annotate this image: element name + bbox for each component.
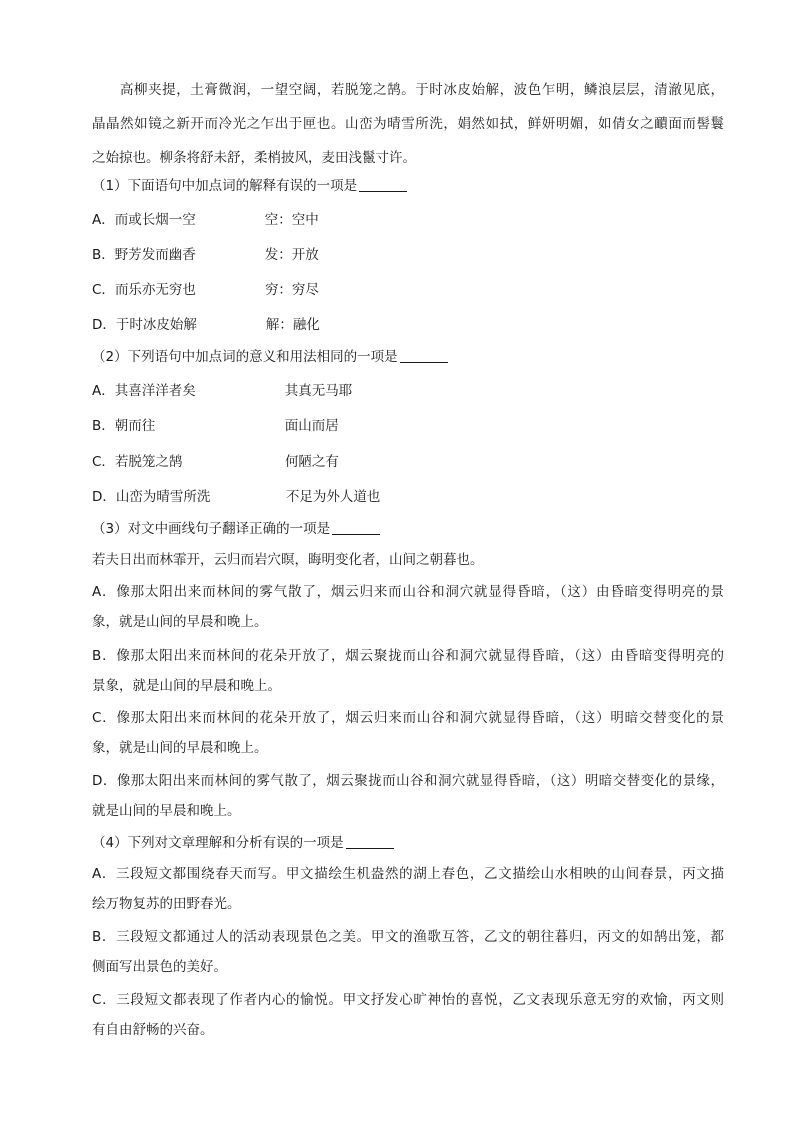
q1-option-b [92,245,724,265]
option-gloss: 解：融化 [265,317,320,333]
option-letter: A． [92,212,115,228]
q2-option-a [92,381,724,401]
option-left: 其喜洋洋者矣 [114,383,196,399]
q3-option-c-line-1: C．像那太阳出来而林间的花朵开放了，烟云归来而山谷和洞穴就显得昏暗，（这）明暗交替变化的景 [92,710,724,726]
q4-option-a-line-1: A．三段短文都围绕春天而写。甲文描绘生机盎然的湖上春色，乙文描绘山水相映的山间春景，丙文描 [92,866,724,882]
q4-stem-row [92,833,724,853]
q1-stem: （1）下面语句中加点词的解释有误的一项是 [92,178,358,194]
q3-stem: （3）对文中画线句子翻译正确的一项是 [92,521,331,537]
q3-stem-row [92,519,724,539]
q1-option-d [92,315,724,335]
option-letter: D． [92,489,116,505]
q3-sentence: 若夫日出而林霏开，云归而岩穴暝，晦明变化者，山间之朝暮也。 [92,552,484,568]
option-gloss: 空：空中 [264,212,319,228]
option-right: 面山而居 [284,418,339,434]
option-letter: C． [92,454,115,470]
option-phrase: 于时冰皮始解 [115,317,197,333]
option-right: 其真无马耶 [284,383,353,399]
option-letter: A． [92,383,115,399]
q4-option-b-line-2: 侧面写出景色的美好。 [92,959,227,975]
q4-option-a-line-2: 绘万物复苏的田野春光。 [92,896,241,912]
q2-option-c [92,452,724,472]
q2-option-d [92,487,724,507]
option-left: 若脱笼之鹄 [114,454,183,470]
option-phrase: 而或长烟一空 [114,212,196,228]
q2-option-b [92,416,724,436]
option-right: 不足为外人道也 [285,489,381,505]
q4-stem: （4）下列对文章理解和分析有误的一项是 [92,835,344,851]
q2-stem-row [92,347,724,367]
q4-option-c-line-1: C．三段短文都表现了作者内心的愉悦。甲文抒发心旷神怡的喜悦，乙文表现乐意无穷的欢愉，丙文则 [92,992,724,1008]
option-letter: C． [92,282,115,298]
option-right: 何陋之有 [284,454,339,470]
option-left: 朝而往 [114,418,156,434]
q4-option-c-line-2: 有自由舒畅的兴奋。 [92,1022,214,1038]
q2-answer-blank[interactable] [400,348,448,363]
q3-option-b-line-2: 景象，就是山间的早晨和晚上。 [92,678,281,694]
q1-option-c [92,280,724,300]
option-letter: B． [92,418,115,434]
q1-answer-blank[interactable] [359,177,407,192]
option-phrase: 野芳发而幽香 [114,247,196,263]
q3-option-d-line-2: 就是山间的早晨和晚上。 [92,803,241,819]
q3-option-c-line-2: 象，就是山间的早晨和晚上。 [92,740,268,756]
q3-option-b-line-1: B．像那太阳出来而林间的花朵开放了，烟云聚拢而山谷和洞穴就显得昏暗，（这）由昏暗变得明亮的 [92,648,724,664]
option-phrase: 而乐亦无穷也 [114,282,196,298]
passage-line-2: 晶晶然如镜之新开而冷光之乍出于匣也。山峦为晴雪所洗，娟然如拭，鲜妍明媚，如倩女之靧面而髻鬟 [92,116,724,132]
q3-option-d-line-1: D．像那太阳出来而林间的雾气散了，烟云聚拢而山谷和洞穴就显得昏暗，（这）明暗交替变化的景缘， [92,773,724,789]
option-gloss: 穷：穷尽 [264,282,319,298]
q1-option-a [92,210,724,230]
option-letter: B． [92,247,115,263]
q2-stem: （2）下列语句中加点词的意义和用法相同的一项是 [92,349,398,365]
q3-option-a-line-2: 象，就是山间的早晨和晚上。 [92,614,268,630]
q4-option-b-line-1: B．三段短文都通过人的活动表现景色之美。甲文的渔歌互答，乙文的朝往暮归，丙文的如鹄出笼，都 [92,929,724,945]
option-gloss: 发：开放 [264,247,319,263]
q4-answer-blank[interactable] [346,834,394,849]
option-letter: D． [92,317,116,333]
q3-answer-blank[interactable] [332,520,380,535]
passage-line-3: 之始掠也。柳条将舒未舒，柔梢披风，麦田浅鬣寸许。 [92,150,416,166]
q3-option-a-line-1: A．像那太阳出来而林间的雾气散了，烟云归来而山谷和洞穴就显得昏暗，（这）由昏暗变得明亮的景 [92,584,724,600]
passage-line-1: 高柳夹提，土膏微润，一望空阔，若脱笼之鹄。于时冰皮始解，波色乍明，鳞浪层层，清澈见底， [120,82,724,98]
q1-stem-row [92,176,724,196]
option-left: 山峦为晴雪所洗 [115,489,211,505]
